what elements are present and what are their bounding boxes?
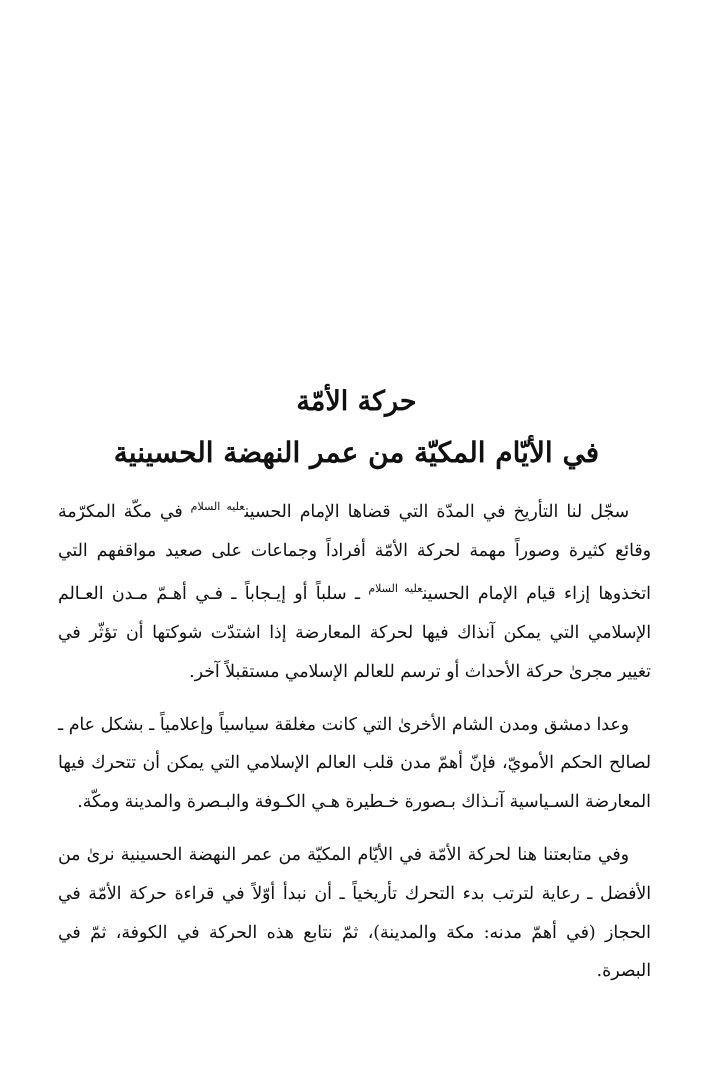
paragraph-2: وعدا دمشق ومدن الشام الأخرىٰ التي كانت مغلقة سياسياً وإعلامياً ـ بشكل عام ـ لصالح الحكم الأمويّ، فإنّ أهمّ مدن قلب العالم الإسلامي التي يمكن أن تتحرك فيها المعارضة السـياسية آنـذاك بـصورة خـطيرة هـي الكـوفة والبـصرة والمدينة ومكّة.	[58, 714, 651, 813]
paragraph-1-part-2: في مكّة المكرّمة وقائع كثيرة وصوراً مهمة لحركة الأمّة أفراداً وجماعات على صعيد مواقفهم التي اتخذوها إزاء قيام الإمام الحسين	[58, 501, 651, 605]
paragraph-1-part-1: سجّل لنا التأريخ في المدّة التي قضاها الإمام الحسين	[244, 501, 629, 522]
paragraph-3: وفي متابعتنا هنا لحركة الأمّة في الأيّام المكيّة من عمر النهضة الحسينية نرىٰ من الأفضل ـ رعاية لترتب بدء التحرك تأريخياً ـ أن نبدأ أوّلاً في قراءة حركة الأمّة في الحجاز (في أهمّ مدنه: مكة والمدينة)، ثمّ نتابع هذه الحركة في الكوفة، ثمّ في البصرة.	[58, 844, 651, 982]
honorific-mark: عليه السلام	[190, 500, 245, 513]
chapter-title: حركة الأمّة	[296, 386, 417, 417]
paragraph-1	[58, 488, 651, 692]
honorific-mark: عليه السلام	[368, 582, 423, 596]
chapter-subtitle: في الأيّام المكيّة من عمر النهضة الحسينية	[113, 436, 600, 469]
body-text	[58, 488, 651, 991]
paragraph-1-part-3: ـ سلباً أو إيـجاباً ـ فـي أهـمّ مـدن العـالم الإسلامي التي يمكن آنذاك فيها لحركة المعارضة إذا اشتدّت شوكتها أن تؤثّر في تغيير مجرىٰ حركة الأحداث أو ترسم للعالم الإسلامي مستقبلاً آخر.	[58, 584, 651, 682]
